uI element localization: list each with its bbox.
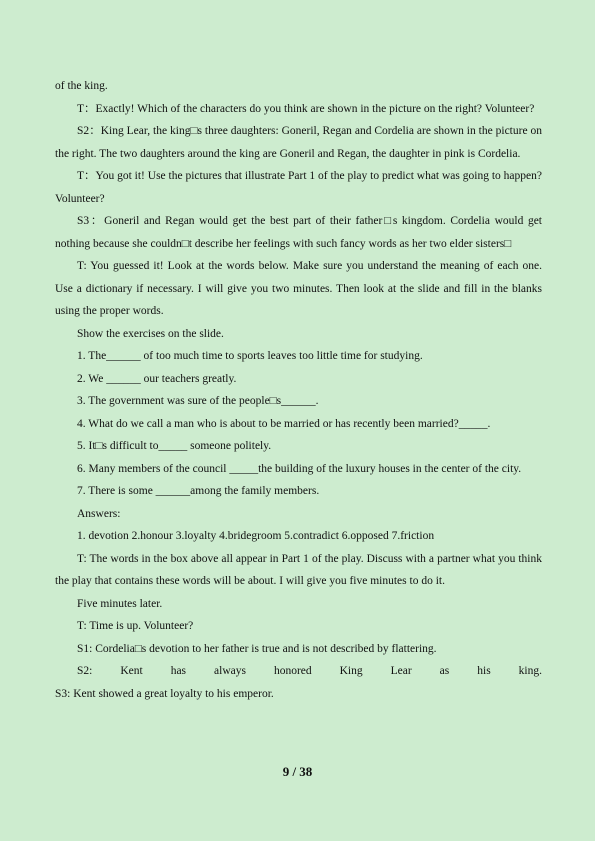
paragraph: S1: Cordelia□s devotion to her father is true and is not described by flattering. <box>77 642 437 655</box>
paragraph: S2：King Lear, the king□s three daughters: Goneril, Regan and Cordelia are shown in the picture on the right. The two daughters around the king are Goneril and Regan, the daughter in pink is Cordelia. <box>55 125 542 160</box>
paragraph: T：You got it! Use the pictures that illustrate Part 1 of the play to predict what was going to happen? Volunteer? <box>55 170 542 205</box>
answers-heading: Answers: <box>77 507 121 520</box>
paragraph: of the king. <box>55 80 108 92</box>
paragraph: T: Time is up. Volunteer? <box>77 620 194 632</box>
paragraph: T: You guessed it! Look at the words below. Make sure you understand the meaning of each one. Use a dictionary if necessary. I will give you two minutes. Then look at the slide and fill in the blanks using the proper words. <box>55 260 542 317</box>
exercise-item: 4. What do we call a man who is about to be married or has recently been married?_____. <box>77 417 491 430</box>
exercise-item: 5. It□s difficult to_____ someone politely. <box>77 440 272 452</box>
paragraph: T：Exactly! Which of the characters do you think are shown in the picture on the right? Volunteer? <box>77 102 535 115</box>
paragraph: S2: Kent has always honored King Lear as his king. <box>77 665 542 677</box>
page-number: 9 / 38 <box>282 764 313 779</box>
paragraph: Five minutes later. <box>77 597 163 610</box>
exercise-item: 3. The government was sure of the people□s______. <box>77 395 319 407</box>
paragraph: S3: Kent showed a great loyalty to his emperor. <box>55 687 274 700</box>
exercise-item: 7. There is some ______among the family members. <box>77 485 320 497</box>
exercise-item: 2. We ______ our teachers greatly. <box>77 372 237 385</box>
paragraph: T: The words in the box above all appear in Part 1 of the play. Discuss with a partner what you think the play that contains these words will be about. I will give you five minutes to do it. <box>55 552 542 587</box>
exercise-item: 1. The______ of too much time to sports leaves too little time for studying. <box>77 350 423 362</box>
paragraph: S3：Goneril and Regan would get the best part of their father□s kingdom. Cordelia would get nothing because she couldn□t describe her feelings with such fancy words as her two elder sisters□ <box>55 215 542 250</box>
answers-list: 1. devotion 2.honour 3.loyalty 4.bridegroom 5.contradict 6.opposed 7.friction <box>77 530 435 542</box>
exercise-intro: Show the exercises on the slide. <box>77 327 224 340</box>
document-body <box>55 75 542 705</box>
exercise-item: 6. Many members of the council _____the building of the luxury houses in the center of the city. <box>77 462 522 475</box>
